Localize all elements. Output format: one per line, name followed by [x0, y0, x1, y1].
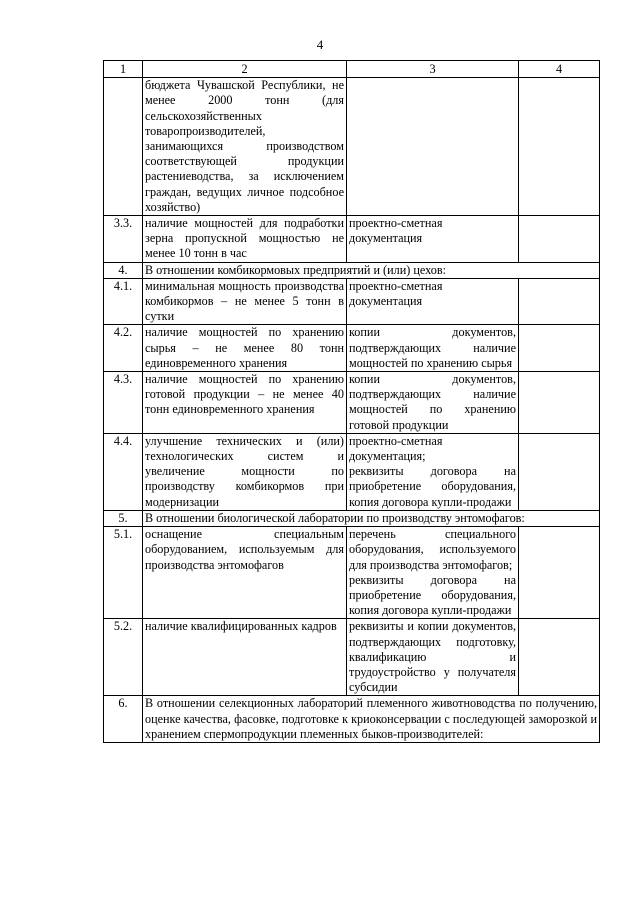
criterion-cell: наличие мощностей по хранению сырья – не менее 80 тонн единовременного хранения: [143, 325, 347, 372]
document-cell: [347, 527, 519, 619]
note-cell: [519, 216, 600, 263]
note-cell: [519, 619, 600, 696]
note-cell: [519, 278, 600, 325]
document-paragraph: реквизиты договора на приобретение оборудования, копия договора купли-продажи: [349, 572, 516, 618]
table-row: [104, 216, 600, 263]
table-row: [104, 325, 600, 372]
table-row: [104, 619, 600, 696]
document-cell: проектно-сметная документация: [347, 216, 519, 263]
column-header: 4: [519, 61, 600, 78]
table-row: [104, 527, 600, 619]
row-number: 5.1.: [104, 527, 143, 619]
document-paragraph: перечень специального оборудования, используемого для производства энтомофагов;: [349, 527, 516, 572]
criterion-cell: наличие мощностей по хранению готовой продукции – не менее 40 тонн единовременного хранения: [143, 372, 347, 434]
table-row: [104, 433, 600, 510]
column-header: 1: [104, 61, 143, 78]
column-header: 3: [347, 61, 519, 78]
table-row: [104, 78, 600, 216]
section-number: 5.: [104, 510, 143, 526]
section-row: [104, 696, 600, 743]
document-cell: проектно-сметная документация: [347, 278, 519, 325]
criterion-cell: наличие мощностей для подработки зерна пропускной мощностью не менее 10 тонн в час: [143, 216, 347, 263]
table-header-row: [104, 61, 600, 78]
column-header: 2: [143, 61, 347, 78]
section-number: 6.: [104, 696, 143, 743]
section-title: В отношении биологической лаборатории по производству энтомофагов:: [143, 510, 600, 526]
note-cell: [519, 325, 600, 372]
document-paragraph: реквизиты договора на приобретение оборудования, копия договора купли-продажи: [349, 464, 516, 509]
row-number: 4.1.: [104, 278, 143, 325]
section-number: 4.: [104, 262, 143, 278]
document-cell: копии документов, подтверждающих наличие мощностей по хранению сырья: [347, 325, 519, 372]
row-number: [104, 78, 143, 216]
table-row: [104, 278, 600, 325]
note-cell: [519, 78, 600, 216]
document-cell: реквизиты и копии документов, подтверждающих подготовку, квалификацию и трудоустройство у получателя субсидии: [347, 619, 519, 696]
document-paragraph: проектно-сметная документация;: [349, 433, 443, 464]
note-cell: [519, 433, 600, 510]
section-row: [104, 262, 600, 278]
document-cell: [347, 78, 519, 216]
table-row: [104, 372, 600, 434]
section-title: В отношении селекционных лабораторий племенного животноводства по получению, оценке качества, фасовке, подготовке к криоконсервации с последующей заморозкой и хранением спермопродукции племенных быков-производителей:: [143, 696, 600, 743]
row-number: 3.3.: [104, 216, 143, 263]
criterion-cell: бюджета Чувашской Республики, не менее 2000 тонн (для сельскохозяйственных товаропроизводителей, занимающихся производством соответствующей продукции растениеводства, за исключением граждан, ведущих личное подсобное хозяйство): [143, 78, 347, 216]
document-cell: [347, 433, 519, 510]
row-number: 5.2.: [104, 619, 143, 696]
note-cell: [519, 527, 600, 619]
criterion-cell: оснащение специальным оборудованием, используемым для производства энтомофагов: [143, 527, 347, 619]
row-number: 4.4.: [104, 433, 143, 510]
note-cell: [519, 372, 600, 434]
row-number: 4.3.: [104, 372, 143, 434]
criterion-cell: наличие квалифицированных кадров: [143, 619, 347, 696]
section-row: [104, 510, 600, 526]
requirements-table: [103, 60, 600, 743]
criterion-cell: минимальная мощность производства комбикормов – не менее 5 тонн в сутки: [143, 278, 347, 325]
document-cell: копии документов, подтверждающих наличие мощностей по хранению готовой продукции: [347, 372, 519, 434]
criterion-cell: улучшение технических и (или) технологических систем и увеличение мощности по производству комбикормов при модернизации: [143, 433, 347, 510]
section-title: В отношении комбикормовых предприятий и (или) цехов:: [143, 262, 600, 278]
page-number: 4: [316, 37, 324, 52]
row-number: 4.2.: [104, 325, 143, 372]
